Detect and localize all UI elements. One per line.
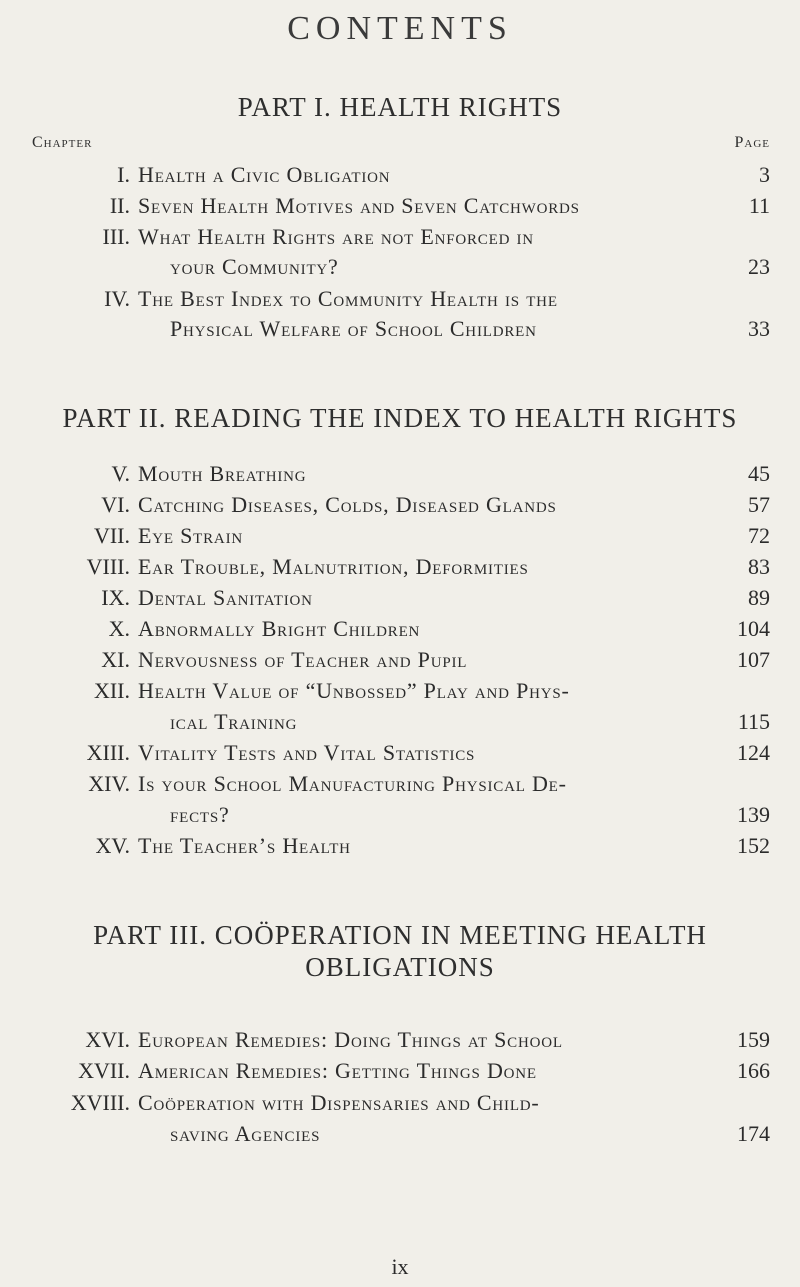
chapter-number: XII. (93, 678, 130, 703)
chapter-title: The Teacher’s Health (138, 833, 351, 858)
chapter-title-continued: Physical Welfare of School Children (170, 316, 537, 341)
page-number: 139 (737, 802, 770, 827)
chapter-title: Health a Civic Obligation (138, 162, 391, 187)
page-number: 57 (748, 492, 770, 517)
part-3-title-continued: OBLIGATIONS (305, 952, 495, 982)
chapter-title-continued: saving Agencies (170, 1121, 321, 1146)
chapter-title: Coöperation with Dispensaries and Child- (138, 1090, 540, 1115)
chapter-number: I. (117, 162, 130, 187)
chapter-title: Mouth Breathing (138, 461, 307, 486)
chapter-title: American Remedies: Getting Things Done (138, 1058, 537, 1083)
chapter-number: VI. (101, 492, 130, 517)
chapter-title: Abnormally Bright Children (138, 616, 421, 641)
chapter-title: Vitality Tests and Vital Statistics (138, 740, 476, 765)
chapter-title: What Health Rights are not Enforced in (138, 224, 534, 249)
chapter-title: The Best Index to Community Health is the (138, 286, 558, 311)
page-number: 72 (748, 523, 770, 548)
page-number: 152 (737, 833, 770, 858)
page-number: 11 (748, 193, 770, 218)
chapter-title: European Remedies: Doing Things at School (138, 1027, 563, 1052)
part-3-title: PART III. COÖPERATION IN MEETING HEALTH (93, 920, 707, 950)
chapter-number: XVII. (78, 1058, 130, 1083)
page-number: 107 (737, 647, 770, 672)
page-number: 23 (748, 254, 770, 279)
page-number: 174 (737, 1121, 770, 1146)
chapter-title: Dental Sanitation (138, 585, 313, 610)
page-number: 124 (737, 740, 770, 765)
chapter-title-continued: ical Training (170, 709, 298, 734)
page-title: CONTENTS (287, 10, 513, 47)
page-number: 166 (737, 1058, 770, 1083)
toc-entry (0, 678, 800, 738)
chapter-number: III. (102, 224, 130, 249)
page-number: 159 (737, 1027, 770, 1052)
page-column-header: Page (734, 134, 770, 151)
page-number: 115 (737, 709, 770, 734)
chapter-number: XVIII. (70, 1090, 130, 1115)
chapter-title: Is your School Manufacturing Physical De- (138, 771, 567, 796)
chapter-title: Ear Trouble, Malnutrition, Deformities (138, 554, 529, 579)
chapter-number: VII. (93, 523, 130, 548)
chapter-number: XIV. (88, 771, 130, 796)
chapter-number: X. (108, 616, 130, 641)
chapter-number: XI. (101, 647, 130, 672)
chapter-number: IV. (104, 286, 130, 311)
page-number: 45 (748, 461, 770, 486)
chapter-title: Eye Strain (138, 523, 243, 548)
chapter-title: Nervousness of Teacher and Pupil (138, 647, 468, 672)
chapter-title: Seven Health Motives and Seven Catchwords (138, 193, 580, 218)
page-number: 33 (748, 316, 770, 341)
toc-entry (0, 1090, 800, 1150)
chapter-title-continued: your Community? (170, 254, 339, 279)
chapter-number: XIII. (86, 740, 130, 765)
chapter-title: Health Value of “Unbossed” Play and Phys- (138, 678, 570, 703)
chapter-number: XV. (95, 833, 130, 858)
chapter-number: VIII. (86, 554, 130, 579)
chapter-number: II. (109, 193, 130, 218)
page-number: 89 (748, 585, 770, 610)
chapter-title: Catching Diseases, Colds, Diseased Glands (138, 492, 557, 517)
toc-entry (0, 771, 800, 831)
page-number: 3 (759, 162, 770, 187)
part-2-title: PART II. READING THE INDEX TO HEALTH RIGHTS (62, 403, 738, 433)
chapter-number: V. (111, 461, 130, 486)
chapter-title-continued: fects? (170, 802, 230, 827)
part-1-title: PART I. HEALTH RIGHTS (237, 92, 563, 122)
chapter-number: XVI. (85, 1027, 130, 1052)
toc-entry (0, 224, 800, 284)
page-number: 104 (737, 616, 770, 641)
page-number: 83 (748, 554, 770, 579)
chapter-column-header: Chapter (32, 134, 93, 151)
chapter-number: IX. (101, 585, 130, 610)
toc-entry (0, 286, 800, 346)
page-folio: ix (391, 1254, 409, 1279)
